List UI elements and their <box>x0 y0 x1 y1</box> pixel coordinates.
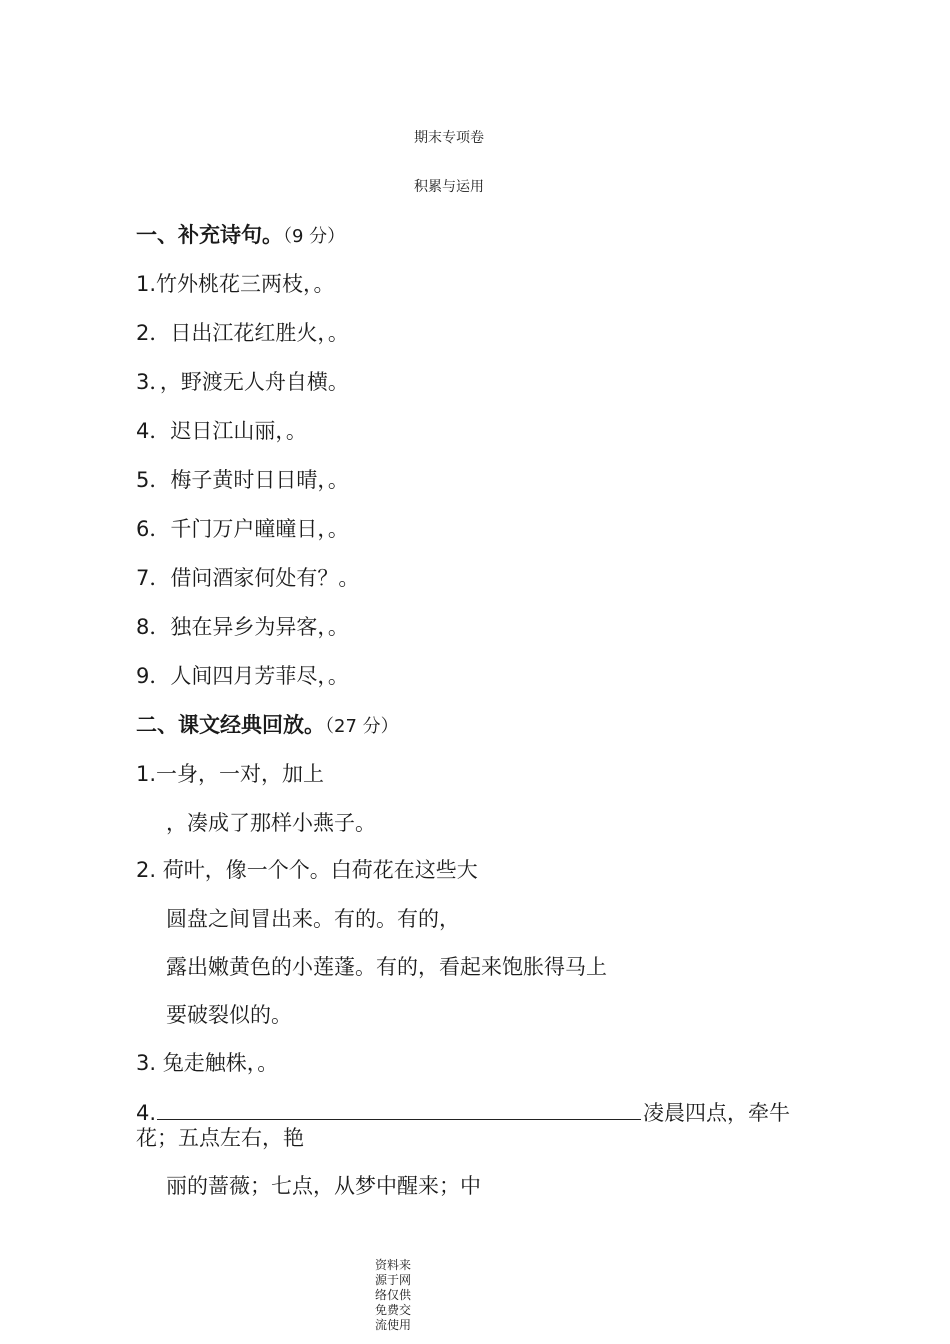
section-heading-1 <box>136 222 345 250</box>
answer-blank <box>157 1099 641 1120</box>
section-heading-2-text: 二、课文经典回放。 <box>136 713 325 737</box>
question-2-line-1: 2. 荷叶，像一个个。白荷花在这些大 <box>136 858 478 882</box>
page-subtitle: 积累与运用 <box>414 179 484 195</box>
poem-line-5: 5．梅子黄时日日晴，。 <box>136 468 349 492</box>
page-title: 期末专项卷 <box>414 130 484 146</box>
question-1-line-2: ，凑成了那样小燕子。 <box>166 811 376 835</box>
section-heading-1-text: 一、补充诗句。 <box>136 223 283 247</box>
section-heading-2 <box>136 712 399 740</box>
question-4-suffix: 凌晨四点，牵牛 <box>643 1101 791 1125</box>
question-3: 3. 兔走触株，。 <box>136 1051 279 1075</box>
poem-line-3: 3．，野渡无人舟自横。 <box>136 370 349 394</box>
poem-line-9: 9．人间四月芳菲尽，。 <box>136 664 349 688</box>
question-1-line-1: 1.一身，一对，加上 <box>136 762 325 786</box>
poem-line-2: 2．日出江花红胜火，。 <box>136 321 349 345</box>
poem-line-4: 4．迟日江山丽，。 <box>136 419 307 443</box>
question-2-line-2: 圆盘之间冒出来。有的。有的， <box>166 907 460 931</box>
footer-note: 资料来源于网络仅供免费交流使用 <box>375 1258 412 1332</box>
section-heading-2-points: （27 分） <box>325 716 399 737</box>
poem-line-7: 7．借问酒家何处有？。 <box>136 566 360 590</box>
poem-line-1: 1.竹外桃花三两枝，。 <box>136 272 335 296</box>
question-4-number: 4. <box>136 1101 157 1125</box>
question-4-line-3: 丽的蔷薇；七点，从梦中醒来；中 <box>166 1174 481 1198</box>
question-4-line-2: 花；五点左右，艳 <box>136 1126 304 1150</box>
question-4-line-1 <box>136 1099 790 1126</box>
question-2-line-3: 露出嫩黄色的小莲蓬。有的，看起来饱胀得马上 <box>166 955 607 979</box>
question-2-line-4: 要破裂似的。 <box>166 1003 292 1027</box>
poem-line-8: 8．独在异乡为异客，。 <box>136 615 349 639</box>
section-heading-1-points: （9 分） <box>283 226 346 247</box>
poem-line-6: 6．千门万户曈曈日，。 <box>136 517 349 541</box>
